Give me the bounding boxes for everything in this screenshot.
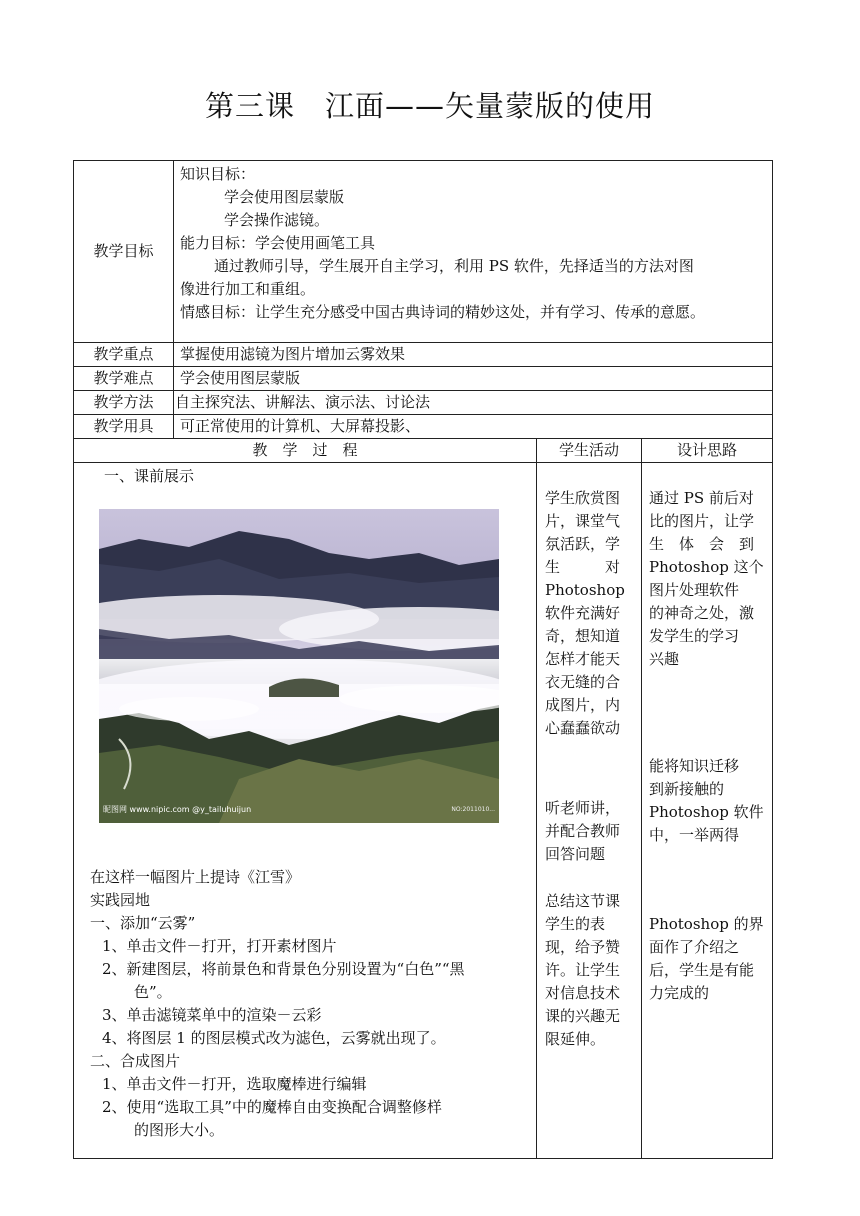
page-title: 第三课 江面——矢量蒙版的使用 — [204, 89, 655, 123]
design-line: 面作了介绍之 — [649, 938, 740, 956]
activity-line: Photoshop — [545, 581, 625, 599]
objectives-label: 教学目标 — [74, 161, 174, 343]
objectives-line: 通过教师引导，学生展开自主学习，利用 PS 软件，先择适当的方法对图 — [214, 257, 694, 275]
design-header: 设计思路 — [642, 439, 773, 463]
activity-line: 课的兴趣无 — [545, 1007, 621, 1025]
objectives-line: 像进行加工和重组。 — [180, 280, 316, 298]
objectives-line: 能力目标：学会使用画笔工具 — [180, 234, 376, 252]
design-line: 兴趣 — [649, 650, 680, 668]
process-line: 4、将图层 1 的图层模式改为滤色，云雾就出现了。 — [102, 1029, 446, 1047]
activity-content — [537, 463, 642, 1159]
method-value: 自主探究法、讲解法、演示法、讨论法 — [174, 391, 773, 415]
activity-line: 片，课堂气 — [545, 512, 621, 530]
activity-block-1 — [545, 487, 637, 740]
design-line: 比的图片，让学 — [649, 512, 755, 530]
process-intro: 一、课前展示 — [104, 467, 195, 485]
mountain-fog-photo — [99, 509, 499, 823]
activity-line: 生 对 — [545, 558, 621, 576]
activity-line: 软件充满好 — [545, 604, 621, 622]
image-watermark: 昵图网 www.nipic.com @y_tailuhuijun — [103, 805, 252, 814]
key-point-value: 掌握使用滤镜为图片增加云雾效果 — [174, 343, 773, 367]
design-block-2 — [649, 755, 767, 847]
design-line: 生 体 会 到 — [649, 535, 755, 553]
activity-line: 听老师讲， — [545, 799, 621, 817]
process-line: 在这样一幅图片上提诗《江雪》 — [90, 868, 301, 886]
process-content — [74, 463, 537, 1159]
design-content — [642, 463, 773, 1159]
activity-line: 对信息技术 — [545, 984, 621, 1002]
process-line: 色”。 — [134, 983, 172, 1001]
activity-line: 限延伸。 — [545, 1030, 606, 1048]
activity-line: 奇，想知道 — [545, 627, 621, 645]
activity-block-3 — [545, 890, 637, 1051]
design-line: 图片处理软件 — [649, 581, 740, 599]
process-line: 实践园地 — [90, 891, 151, 909]
activity-line: 许。让学生 — [545, 961, 621, 979]
image-id-watermark: NO:2011010... — [451, 806, 495, 813]
process-line: 1、单击文件－打开，打开素材图片 — [102, 937, 337, 955]
process-line: 一、添加“云雾” — [90, 914, 196, 932]
activity-line: 怎样才能天 — [545, 650, 621, 668]
process-line: 3、单击滤镜菜单中的渲染－云彩 — [102, 1006, 322, 1024]
process-line: 的图形大小。 — [134, 1121, 225, 1139]
process-steps — [90, 866, 530, 1142]
lesson-table — [73, 160, 773, 1159]
design-line: 后，学生是有能 — [649, 961, 755, 979]
design-line: 发学生的学习 — [649, 627, 740, 645]
activity-line: 学生欣赏图 — [545, 489, 621, 507]
activity-header: 学生活动 — [537, 439, 642, 463]
objectives-line: 情感目标：让学生充分感受中国古典诗词的精妙这处，并有学习、传承的意愿。 — [180, 303, 706, 321]
process-line: 1、单击文件－打开，选取魔棒进行编辑 — [102, 1075, 367, 1093]
objectives-line: 学会操作滤镜。 — [224, 211, 330, 229]
objectives-content — [174, 161, 773, 343]
method-label: 教学方法 — [74, 391, 174, 415]
design-block-3 — [649, 913, 767, 1005]
process-header: 教 学 过 程 — [74, 439, 537, 463]
activity-line: 心蠢蠢欲动 — [545, 719, 621, 737]
activity-line: 现，给予赞 — [545, 938, 621, 956]
design-line: 的神奇之处，激 — [649, 604, 755, 622]
design-line: 中，一举两得 — [649, 826, 740, 844]
activity-line: 学生的表 — [545, 915, 606, 933]
activity-line: 回答问题 — [545, 845, 606, 863]
difficulty-value: 学会使用图层蒙版 — [174, 367, 773, 391]
design-line: Photoshop 软件 — [649, 803, 764, 821]
design-line: 力完成的 — [649, 984, 710, 1002]
tools-value: 可正常使用的计算机、大屏幕投影、 — [174, 415, 773, 439]
activity-line: 成图片，内 — [545, 696, 621, 714]
activity-line: 总结这节课 — [545, 892, 621, 910]
difficulty-label: 教学难点 — [74, 367, 174, 391]
activity-line: 并配合教师 — [545, 822, 621, 840]
objectives-line: 知识目标： — [180, 165, 256, 183]
design-block-1 — [649, 487, 767, 671]
design-line: 到新接触的 — [649, 780, 725, 798]
activity-line: 衣无缝的合 — [545, 673, 621, 691]
activity-line: 氛活跃，学 — [545, 535, 621, 553]
process-line: 二、合成图片 — [90, 1052, 181, 1070]
tools-label: 教学用具 — [74, 415, 174, 439]
design-line: 通过 PS 前后对 — [649, 489, 754, 507]
design-line: Photoshop 这个 — [649, 558, 764, 576]
process-line: 2、新建图层，将前景色和背景色分别设置为“白色”“黑 — [102, 960, 465, 978]
key-point-label: 教学重点 — [74, 343, 174, 367]
objectives-line: 学会使用图层蒙版 — [224, 188, 345, 206]
design-line: Photoshop 的界 — [649, 915, 764, 933]
process-line: 2、使用“选取工具”中的魔棒自由变换配合调整修样 — [102, 1098, 442, 1116]
activity-block-2 — [545, 797, 637, 866]
design-line: 能将知识迁移 — [649, 757, 740, 775]
